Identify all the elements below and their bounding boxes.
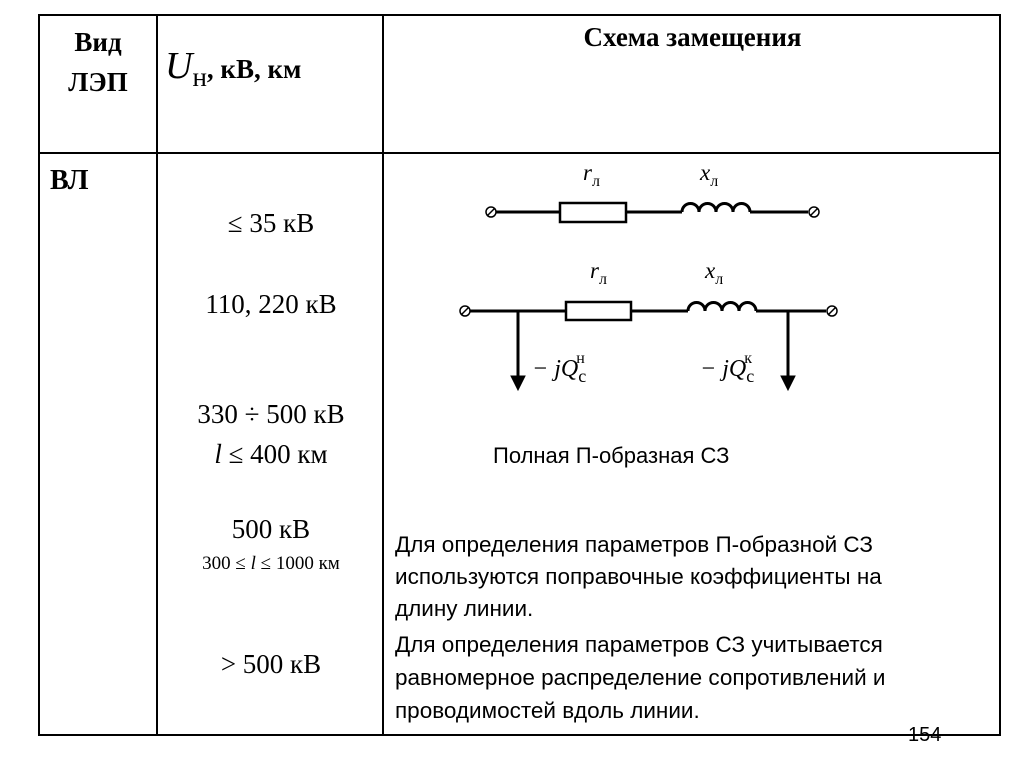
voltage-range-1: ≤ 35 кВ: [227, 208, 315, 238]
x-symbol: x: [700, 160, 711, 185]
header-type-word1: Вид: [74, 27, 122, 57]
length-variable: l: [214, 439, 222, 469]
inductor: [688, 303, 756, 312]
x-symbol: x: [705, 258, 716, 283]
resistor: [566, 302, 631, 320]
r-symbol: r: [583, 160, 592, 185]
voltage-range-4: 500 кВ: [231, 514, 311, 544]
terminal-slash-right: [828, 307, 836, 315]
note-line-4: Для определения параметров СЗ учитывается: [395, 632, 883, 657]
voltage-subscript: н: [192, 62, 207, 92]
voltage-symbol: U: [165, 45, 193, 87]
length-variable-2: l: [250, 553, 256, 574]
voltage-range-5: > 500 кВ: [220, 649, 322, 679]
shunt-end-arrow: [781, 376, 795, 390]
terminal-slash-left: [461, 307, 469, 315]
label-r-pi: [590, 258, 607, 288]
length-range-4-end: ≤ 1000 км: [255, 553, 340, 574]
voltage-range-2: 110, 220 кВ: [205, 289, 337, 319]
label-q-start: [532, 350, 595, 386]
terminal-slash-left: [487, 208, 495, 216]
x-subscript: л: [710, 173, 719, 190]
q-start-symbol: − jQ: [532, 356, 579, 382]
r-symbol: r: [590, 258, 599, 283]
label-r-top: [583, 160, 600, 190]
length-range-4-start: 300 ≤: [202, 553, 251, 574]
note-line-2: используются поправочные коэффициенты на: [395, 564, 882, 589]
shunt-start-arrow: [511, 376, 525, 390]
note-line-1: Для определения параметров П-образной СЗ: [395, 532, 873, 557]
header-type-word2: ЛЭП: [68, 67, 128, 97]
x-subscript: л: [715, 271, 724, 288]
r-subscript: л: [598, 271, 607, 288]
q-end-sup: к: [744, 350, 752, 367]
resistor: [560, 203, 626, 222]
voltage-units: , кВ, км: [206, 54, 302, 84]
label-x-pi: [705, 258, 724, 288]
label-q-end: [700, 350, 762, 386]
terminal-slash-right: [810, 208, 818, 216]
q-end-sub: с: [746, 366, 755, 386]
pi-scheme: [460, 302, 837, 390]
q-start-sup: н: [576, 350, 585, 367]
length-limit: ≤ 400 км: [228, 439, 328, 469]
note-line-6: проводимостей вдоль линии.: [395, 698, 700, 723]
simple-scheme: [486, 203, 819, 222]
inductor: [682, 204, 750, 213]
q-start-sub: с: [578, 366, 587, 386]
scheme-caption: Полная П-образная СЗ: [493, 443, 730, 468]
r-subscript: л: [591, 173, 600, 190]
note-line-5: равномерное распределение сопротивлений и: [395, 665, 886, 690]
page-number: 154: [908, 724, 942, 746]
header-scheme: Схема замещения: [583, 22, 802, 52]
voltage-range-3: 330 ÷ 500 кВ: [197, 399, 345, 429]
note-line-3: длину линии.: [395, 596, 534, 621]
label-x-top: [700, 160, 719, 190]
line-type-overhead: ВЛ: [50, 165, 89, 196]
q-end-symbol: − jQ: [700, 356, 747, 382]
